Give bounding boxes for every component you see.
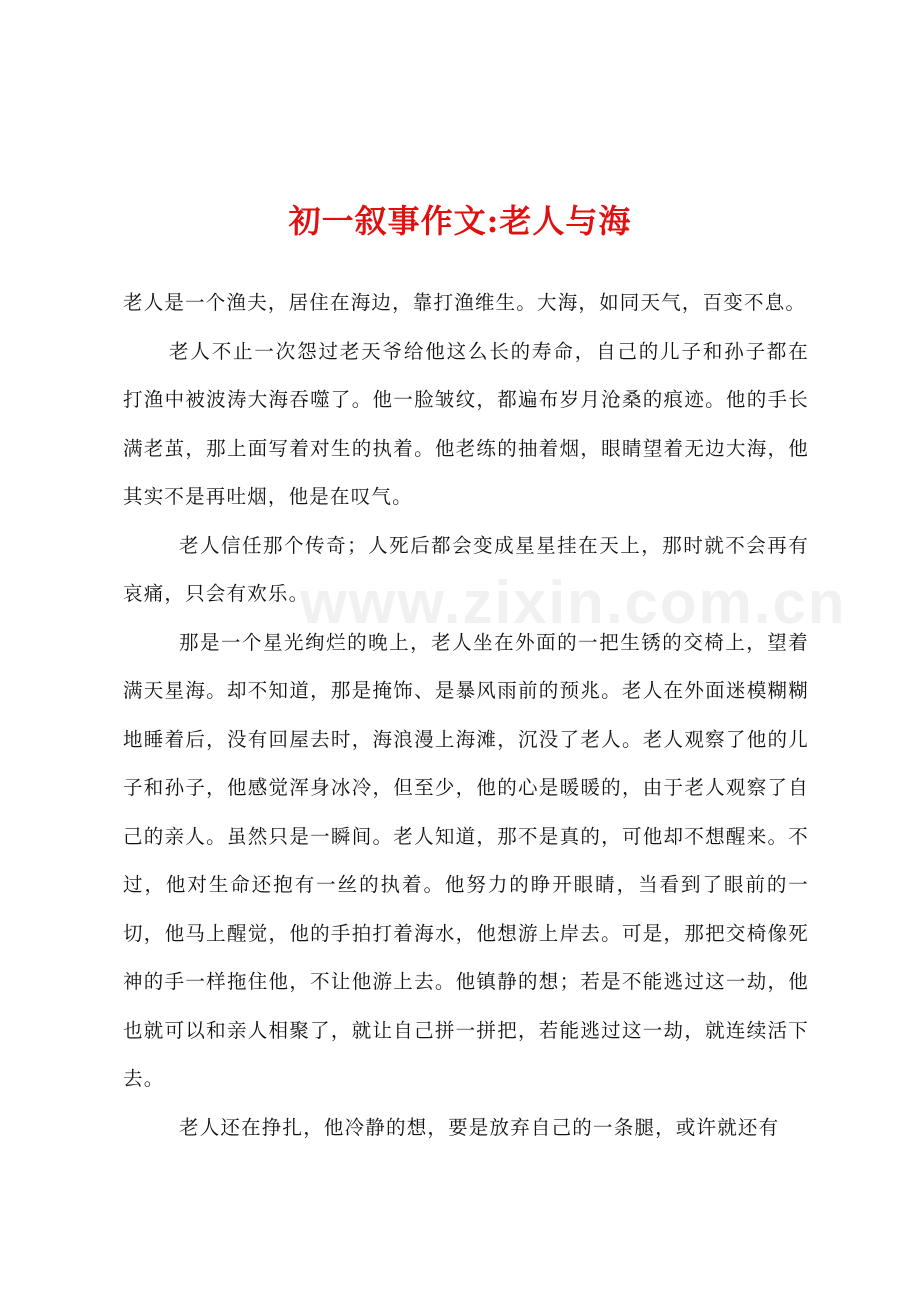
watermark: www.zixin.com.cn xyxy=(300,569,847,636)
paragraph-5: 老人还在挣扎，他冷静的想，要是放弃自己的一条腿，或许就还有 xyxy=(179,1115,780,1139)
paragraph-3: 老人信任那个传奇；人死后都会变成星星挂在天上，那时就不会再有哀痛，只会有欢乐。 xyxy=(123,533,809,605)
paragraph-4: 那是一个星光绚烂的晚上，老人坐在外面的一把生锈的交椅上，望着满天星海。却不知道，那是掩饰、是暴风雨前的预兆。老人在外面迷模糊糊地睡着后，没有回屋去时，海浪漫上海滩，沉没了老人。老人观察了他的儿子和孙子，他感觉浑身冰冷，但至少，他的心是暖暖的，由于老人观察了自己的亲人。虽然只是一瞬间。老人知道，那不是真的，可他却不想醒来。不过，他对生命还抱有一丝的执着。他努力的睁开眼睛，当看到了眼前的一切，他马上醒觉，他的手拍打着海水，他想游上岸去。可是，那把交椅像死神的手一样拖住他，不让他游上去。他镇静的想；若是不能逃过这一劫，他也就可以和亲人相聚了，就让自己拼一拼把，若能逃过这一劫，就连续活下去。 xyxy=(123,630,809,1090)
document-title: 初一叙事作文:老人与海 xyxy=(288,202,632,240)
paragraph-1: 老人是一个渔夫，居住在海边，靠打渔维生。大海，如同天气，百变不息。 xyxy=(123,291,807,314)
document-body xyxy=(123,279,809,1152)
paragraph-2: 老人不止一次怨过老天爷给他这么长的寿命，自己的儿子和孙子都在打渔中被波涛大海吞噬了。他一脸皱纹，都遍布岁月沧桑的痕迹。他的手长满老茧，那上面写着对生的执着。他老练的抽着烟，眼睛望着无边大海，他其实不是再吐烟，他是在叹气。 xyxy=(123,339,809,508)
